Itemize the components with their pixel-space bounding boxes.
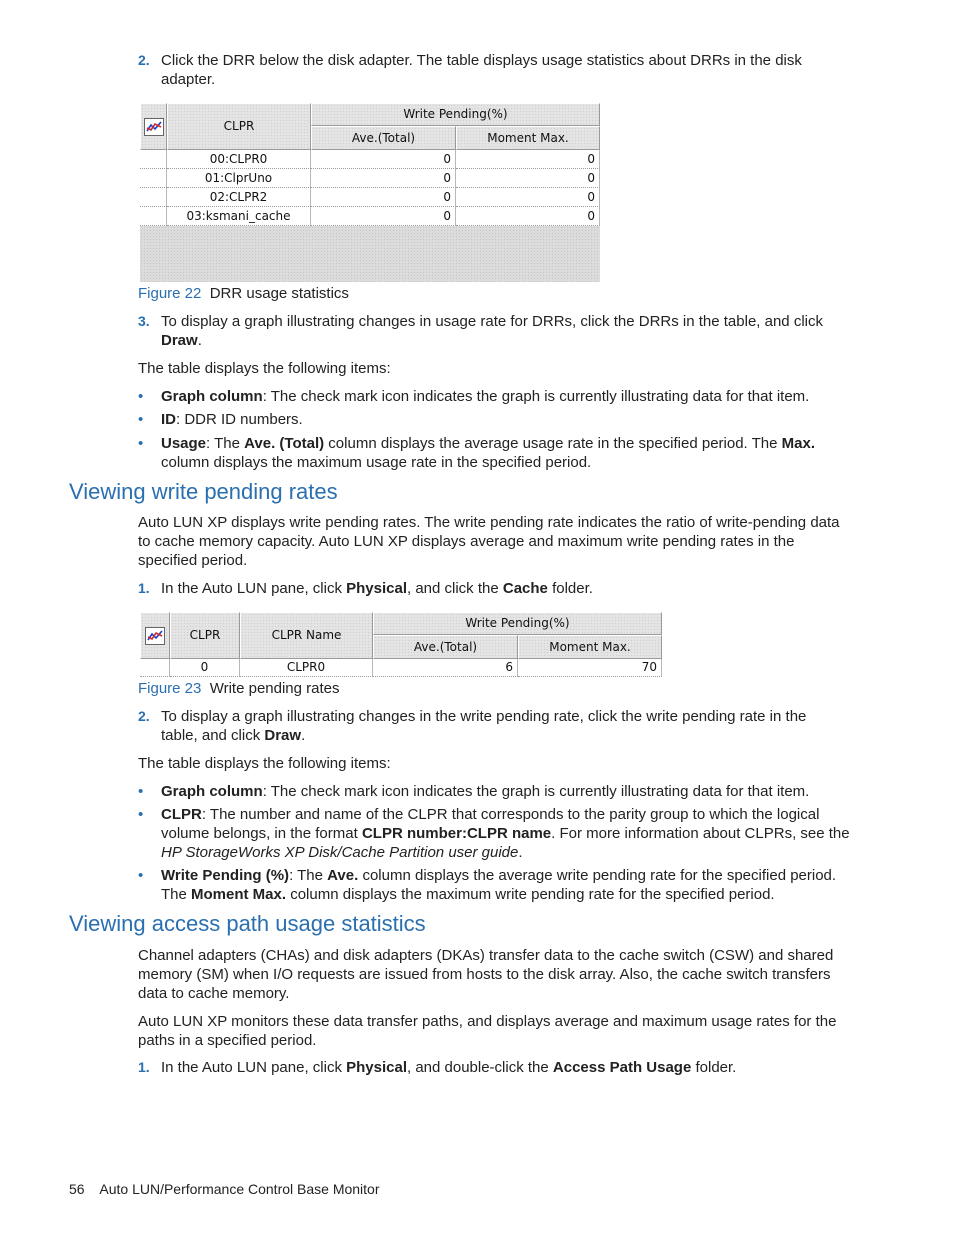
table-row-ave[interactable]: 0 — [311, 169, 456, 188]
step-text: To display a graph illustrating changes in the write pending rate, click the write pending rate in the table, and click Draw. — [161, 708, 807, 744]
bullet-item: CLPR: The number and name of the CLPR that corresponds to the parity group to which the logical volume belongs, in the format CLPR number:CLPR name. For more information about CLPRs, see the HP StorageWorks XP Disk/Cache Partition user guide. — [161, 806, 850, 861]
bullet-item: Usage: The Ave. (Total) column displays the average usage rate in the specified period. The Max. column displays the maximum usage rate in the specified period. — [161, 435, 815, 471]
graph-column-header[interactable] — [140, 612, 170, 659]
table-row-ave[interactable]: 6 — [373, 659, 518, 677]
graph-chart-icon — [145, 627, 165, 645]
write-pending-group-header: Write Pending(%) — [311, 103, 600, 126]
ave-total-column-header[interactable]: Ave.(Total) — [311, 126, 456, 150]
graph-cell[interactable] — [140, 150, 167, 169]
ave-total-column-header[interactable]: Ave.(Total) — [373, 635, 518, 659]
bullet-dot: • — [138, 435, 144, 452]
moment-max-column-header[interactable]: Moment Max. — [456, 126, 600, 150]
moment-max-column-header[interactable]: Moment Max. — [518, 635, 662, 659]
step-number: 2. — [138, 708, 150, 724]
write-pending-table — [140, 612, 662, 677]
figure-caption: Figure 22 DRR usage statistics — [138, 285, 349, 302]
items-intro: The table displays the following items: — [138, 755, 391, 772]
bullet-dot: • — [138, 388, 144, 405]
bullet-item: Write Pending (%): The Ave. column displays the average write pending rate for the specified period. The Moment Max. column displays the maximum write pending rate for the specified period. — [161, 867, 837, 903]
figure-caption: Figure 23 Write pending rates — [138, 680, 340, 697]
graph-cell[interactable] — [140, 169, 167, 188]
table-row-ave[interactable]: 0 — [311, 150, 456, 169]
table-row-max[interactable]: 0 — [456, 150, 600, 169]
paragraph: Auto LUN XP displays write pending rates. The write pending rate indicates the ratio of write-pending data to cache memory capacity. Auto LUN XP displays average and maximum write pending rates in the specified period. — [138, 514, 840, 569]
clpr-column-header[interactable]: CLPR — [170, 612, 240, 659]
drr-usage-table — [140, 103, 600, 282]
table-row-clpr[interactable]: 0 — [170, 659, 240, 677]
graph-cell[interactable] — [140, 659, 170, 677]
clpr-name-column-header[interactable]: CLPR Name — [240, 612, 373, 659]
bullet-dot: • — [138, 411, 144, 428]
table-row-clpr[interactable]: 00:CLPR0 — [167, 150, 311, 169]
table-row-clpr[interactable]: 01:ClprUno — [167, 169, 311, 188]
step-number: 1. — [138, 580, 150, 596]
table-row-max[interactable]: 0 — [456, 169, 600, 188]
bullet-item: ID: DDR ID numbers. — [161, 411, 303, 428]
section-heading: Viewing access path usage statistics — [69, 911, 426, 936]
bullet-dot: • — [138, 806, 144, 823]
table-row-clpr[interactable]: 02:CLPR2 — [167, 188, 311, 207]
table-row-max[interactable]: 0 — [456, 207, 600, 226]
items-intro: The table displays the following items: — [138, 360, 391, 377]
step-number: 3. — [138, 313, 150, 329]
page-footer — [69, 1180, 380, 1199]
bullet-item: Graph column: The check mark icon indicates the graph is currently illustrating data for that item. — [161, 783, 810, 800]
footer-title: Auto LUN/Performance Control Base Monitor — [99, 1181, 380, 1197]
step-text: To display a graph illustrating changes in usage rate for DRRs, click the DRRs in the table, and click Draw. — [161, 313, 823, 349]
bullet-dot: • — [138, 783, 144, 800]
paragraph: Channel adapters (CHAs) and disk adapters (DKAs) transfer data to the cache switch (CSW) and shared memory (SM) when I/O requests are issued from hosts to the disk array. Also, the cache switch transfers data to cache memory. — [138, 947, 834, 1002]
step-number: 2. — [138, 52, 150, 68]
graph-column-header[interactable] — [140, 103, 167, 150]
step-text: Click the DRR below the disk adapter. The table displays usage statistics about DRRs in the disk adapter. — [161, 52, 802, 88]
clpr-column-header[interactable]: CLPR — [167, 103, 311, 150]
table-row-ave[interactable]: 0 — [311, 207, 456, 226]
table-row-max[interactable]: 0 — [456, 188, 600, 207]
page-number: 56 — [69, 1181, 85, 1197]
section-heading: Viewing write pending rates — [69, 479, 338, 504]
graph-chart-icon — [144, 118, 164, 136]
step-text: In the Auto LUN pane, click Physical, and click the Cache folder. — [161, 580, 593, 597]
step-text: In the Auto LUN pane, click Physical, and double-click the Access Path Usage folder. — [161, 1059, 737, 1076]
write-pending-group-header: Write Pending(%) — [373, 612, 662, 635]
step-number: 1. — [138, 1059, 150, 1075]
bullet-dot: • — [138, 867, 144, 884]
table-row-max[interactable]: 70 — [518, 659, 662, 677]
graph-cell[interactable] — [140, 188, 167, 207]
table-row-clpr-name[interactable]: CLPR0 — [240, 659, 373, 677]
table-row-ave[interactable]: 0 — [311, 188, 456, 207]
table-empty-area — [140, 226, 600, 282]
paragraph: Auto LUN XP monitors these data transfer paths, and displays average and maximum usage rates for the paths in a specified period. — [138, 1013, 837, 1049]
bullet-item: Graph column: The check mark icon indicates the graph is currently illustrating data for that item. — [161, 388, 810, 405]
graph-cell[interactable] — [140, 207, 167, 226]
table-row-clpr[interactable]: 03:ksmani_cache — [167, 207, 311, 226]
